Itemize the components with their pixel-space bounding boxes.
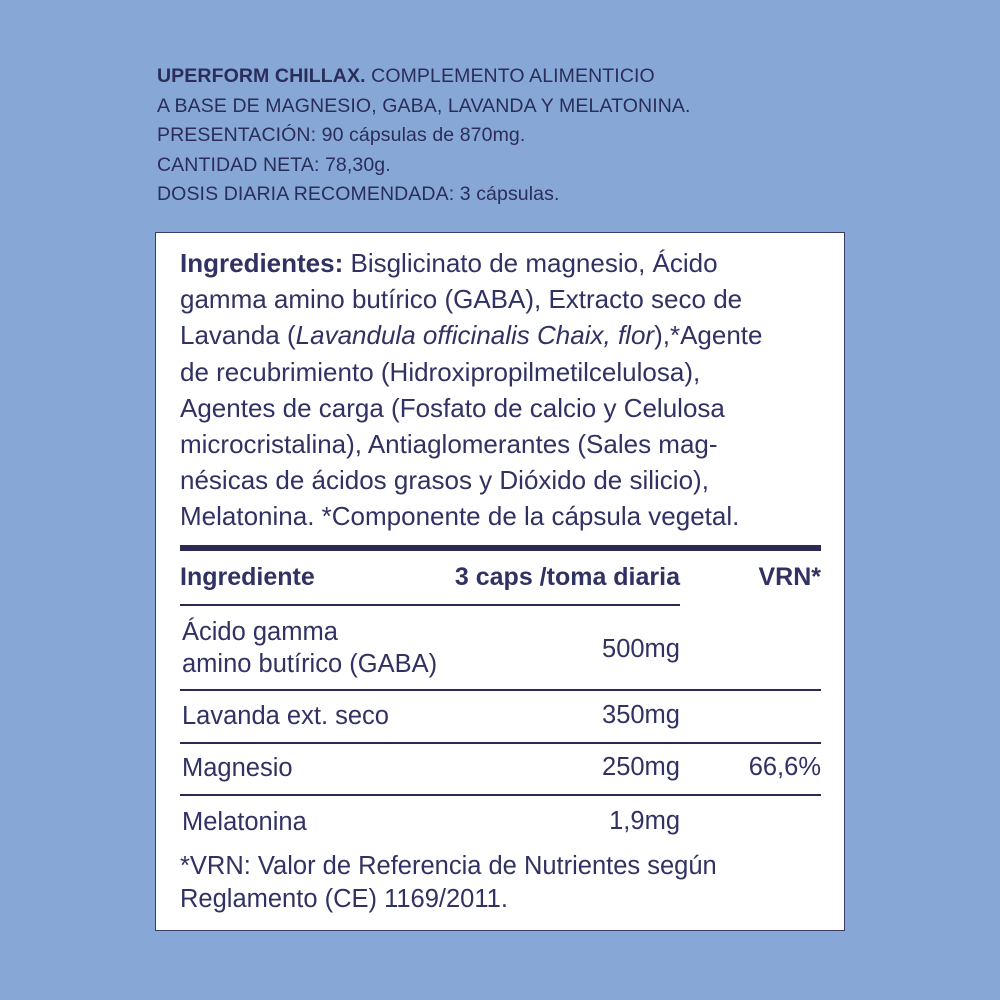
header-line-2: A BASE DE MAGNESIO, GABA, LAVANDA Y MELATONINA. bbox=[157, 94, 691, 117]
row-name: Lavanda ext. seco bbox=[182, 702, 389, 730]
header-divider bbox=[180, 604, 680, 606]
daily-dose-line: DOSIS DIARIA RECOMENDADA: 3 cápsulas. bbox=[157, 183, 560, 205]
table-row bbox=[180, 617, 821, 687]
row-vrn: 66,6% bbox=[748, 753, 821, 781]
header-line-1 bbox=[157, 62, 877, 92]
botanical-name: Lavandula officinalis Chaix, flor bbox=[295, 320, 655, 351]
product-header bbox=[157, 62, 877, 210]
table-row bbox=[180, 701, 821, 737]
table-header bbox=[180, 563, 821, 599]
row-divider bbox=[180, 794, 821, 796]
header-vrn: VRN* bbox=[758, 563, 821, 591]
table-row bbox=[180, 753, 821, 789]
brand-name: UPERFORM CHILLAX. bbox=[157, 65, 366, 87]
row-divider bbox=[180, 742, 821, 744]
nutrition-panel bbox=[155, 232, 845, 931]
header-line-1-rest: COMPLEMENTO ALIMENTICIO bbox=[365, 65, 655, 87]
row-name: Magnesio bbox=[182, 754, 293, 782]
table-row bbox=[180, 807, 821, 843]
row-amount: 250mg bbox=[602, 753, 680, 781]
vrn-footnote: *VRN: Valor de Referencia de Nutrientes según Reglamento (CE) 1169/2011. bbox=[180, 852, 717, 913]
row-amount: 1,9mg bbox=[609, 807, 680, 835]
row-name: Ácido gamma bbox=[182, 618, 338, 646]
row-amount: 500mg bbox=[602, 635, 680, 663]
header-amount: 3 caps /toma diaria bbox=[454, 563, 680, 591]
presentation-line: PRESENTACIÓN: 90 cápsulas de 870mg. bbox=[157, 124, 526, 146]
header-ingredient: Ingrediente bbox=[180, 563, 315, 591]
net-quantity-line: CANTIDAD NETA: 78,30g. bbox=[157, 153, 391, 176]
table-top-divider bbox=[180, 545, 821, 551]
row-name: amino butírico (GABA) bbox=[182, 650, 438, 678]
row-name: Melatonina bbox=[182, 808, 307, 836]
ingredients-label: Ingredientes: bbox=[180, 248, 344, 278]
ingredients-text: Ingredientes: Bisglicinato de magnesio, Ácido gamma amino butírico (GABA), Extracto seco de Lavanda (Lavandula officinalis Chaix, flor),*Agente de recubrimiento (Hidroxipropilmetilcelulosa), Agentes de carga (Fosfato de calcio y Celulosa microcristalina), Antiaglomerantes (Sales mag- nésicas de ácidos grasos y Dióxido de silicio), Melatonina. *Componente de la cápsula vegetal. bbox=[180, 248, 763, 532]
row-amount: 350mg bbox=[602, 701, 680, 729]
row-divider bbox=[180, 689, 821, 691]
